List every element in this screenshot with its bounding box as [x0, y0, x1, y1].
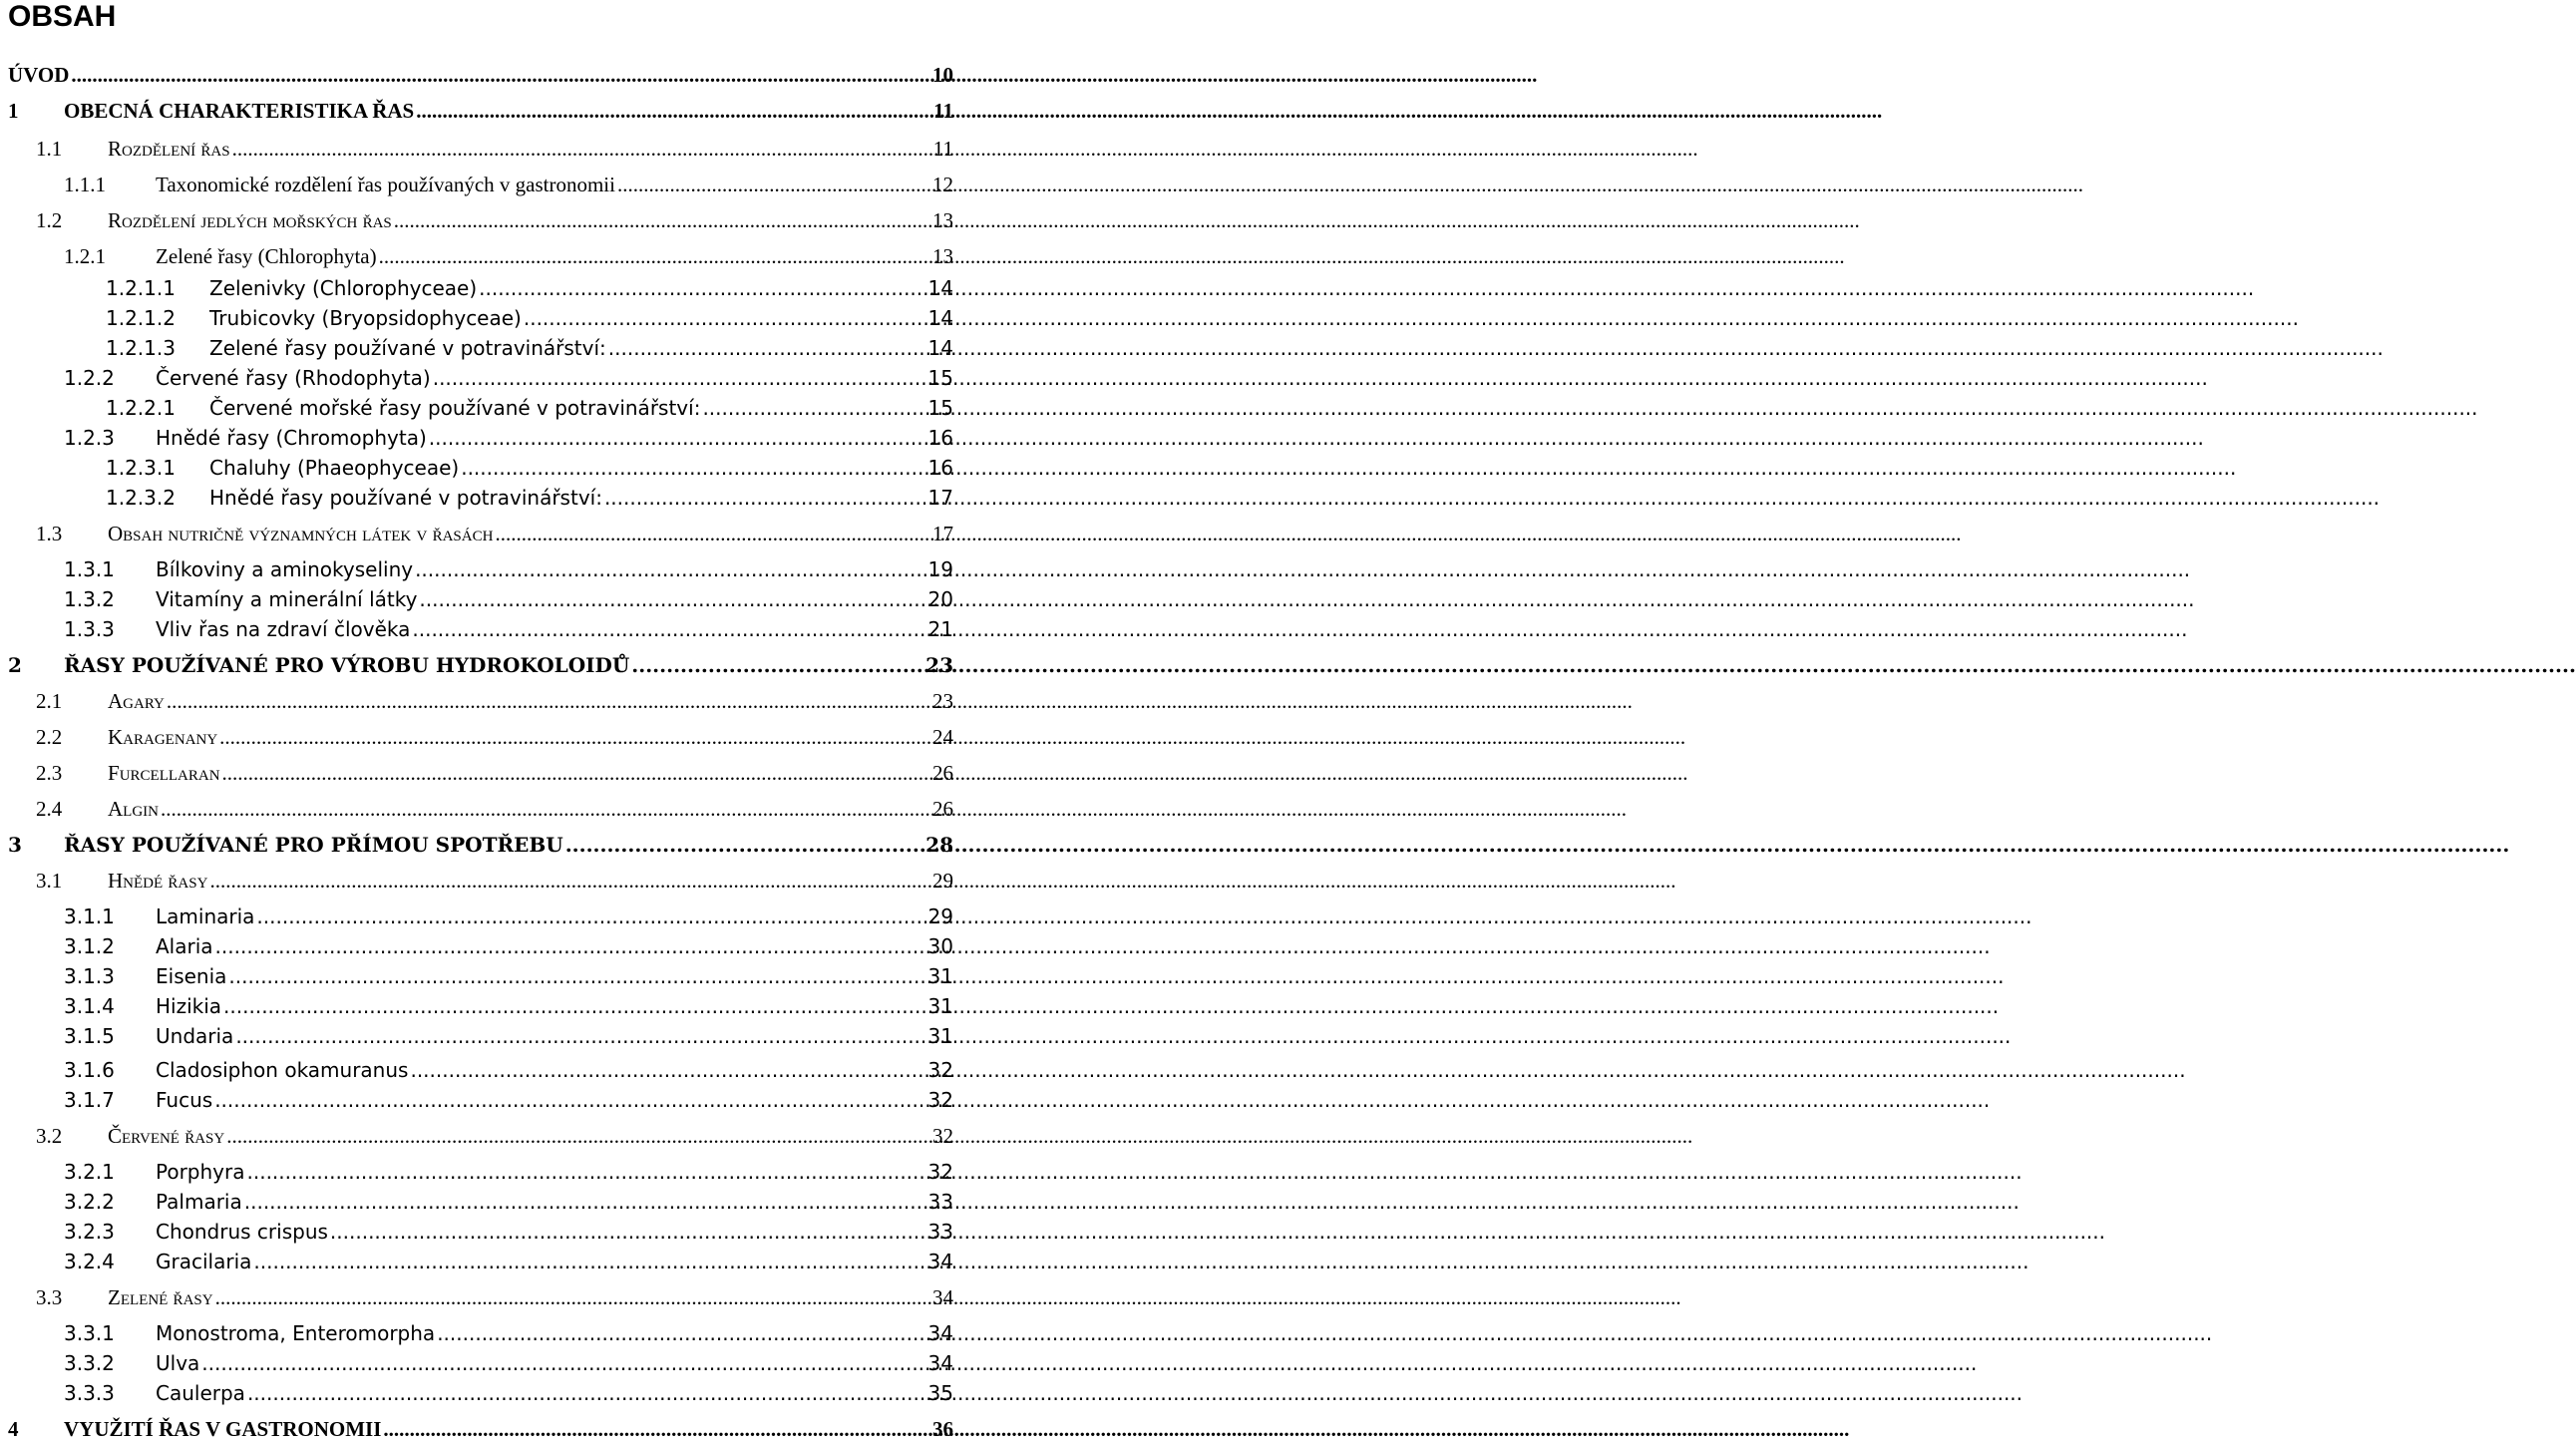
toc-entry-number: 1.3.1: [64, 557, 115, 581]
toc-entry-title: OBECNÁ CHARAKTERISTIKA ŘAS: [64, 99, 415, 123]
toc-entry-page: 31: [927, 1024, 953, 1048]
toc-entry-number: ÚVOD: [8, 63, 70, 87]
toc-entry[interactable]: [0, 1282, 953, 1312]
toc-entry[interactable]: [0, 363, 953, 393]
toc-entry-page: 17: [932, 522, 953, 545]
toc-entry-page: 35: [927, 1381, 953, 1405]
toc-entry-page: 14: [927, 276, 953, 300]
toc-entry-number: 3.2.3: [64, 1220, 115, 1244]
toc-entry-title: Hnědé řasy (Chromophyta): [156, 426, 427, 450]
toc-entry[interactable]: [0, 1121, 953, 1151]
dot-leader: [419, 584, 925, 614]
toc-entry-number: 3.1: [36, 869, 63, 893]
toc-entry-page: 29: [932, 869, 953, 893]
toc-entry-number: 1.1.1: [64, 173, 106, 196]
toc-entry-page: 28: [925, 833, 953, 857]
toc-entry-number: 3.1.5: [64, 1024, 115, 1048]
toc-entry[interactable]: [0, 1021, 953, 1051]
toc-entry-page: 32: [932, 1124, 953, 1148]
toc-entry[interactable]: [0, 1378, 953, 1408]
toc-entry-title: Laminaria: [156, 904, 255, 928]
toc-entry[interactable]: [0, 423, 953, 453]
toc-entry-title: karagenany: [108, 725, 218, 749]
dot-leader: [228, 961, 925, 991]
toc-entry-page: 13: [932, 244, 953, 268]
toc-entry-title: VYUŽITÍ ŘAS V GASTRONOMII: [64, 1417, 382, 1441]
toc-entry[interactable]: [0, 1414, 953, 1444]
toc-entry-number: 2: [8, 653, 22, 677]
toc-entry-page: 16: [927, 426, 953, 450]
toc-entry-page: 34: [927, 1351, 953, 1375]
toc-entry-title: Zelenivky (Chlorophyceae): [209, 276, 478, 300]
toc-entry-title: Gracilaria: [156, 1250, 252, 1273]
toc-entry-number: 3.1.4: [64, 994, 115, 1018]
dot-leader: [617, 170, 930, 199]
toc-entry-title: Hizikia: [156, 994, 222, 1018]
toc-entry[interactable]: [0, 1348, 953, 1378]
toc-entry-title: Trubicovky (Bryopsidophyceae): [209, 306, 522, 330]
toc-entry-number: 3.2.2: [64, 1190, 115, 1214]
toc-entry[interactable]: [0, 1085, 953, 1115]
toc-entry-number: 2.1: [36, 689, 63, 713]
dot-leader: [215, 931, 926, 961]
toc-entry-page: 13: [932, 208, 953, 232]
dot-leader: [379, 241, 930, 271]
toc-entry-number: 1.2.1.2: [106, 306, 176, 330]
toc-entry-page: 34: [927, 1321, 953, 1345]
toc-entry-number: 1.2.2: [64, 366, 115, 390]
toc-entry[interactable]: [0, 758, 953, 788]
toc-entry[interactable]: [0, 961, 953, 991]
toc-entry-number: 3.2.1: [64, 1160, 115, 1184]
toc-entry[interactable]: [0, 902, 953, 931]
toc-entry-page: 11: [933, 99, 953, 123]
toc-entry[interactable]: [0, 519, 953, 548]
toc-entry-number: 3.3.1: [64, 1321, 115, 1345]
toc-entry-number: 1.2.3: [64, 426, 115, 450]
toc-entry-title: rozdělení jedlých mořských řas: [108, 208, 392, 232]
dot-leader: [565, 830, 923, 860]
toc-entry-page: 33: [927, 1190, 953, 1214]
toc-entry[interactable]: [0, 1247, 953, 1276]
dot-leader: [410, 1055, 925, 1085]
toc-entry-title: Undaria: [156, 1024, 234, 1048]
toc-entry[interactable]: [0, 241, 953, 271]
dot-leader: [383, 1414, 930, 1444]
dot-leader: [209, 866, 930, 896]
toc-entry-page: 34: [932, 1285, 953, 1309]
dot-leader: [214, 1085, 925, 1115]
toc-entry[interactable]: [0, 170, 953, 199]
toc-entry-number: 3.1.3: [64, 964, 115, 988]
toc-entry[interactable]: [0, 1318, 953, 1348]
dot-leader: [226, 1121, 930, 1151]
dot-leader: [631, 650, 923, 680]
toc-entry-number: 3.3.2: [64, 1351, 115, 1375]
toc-entry[interactable]: [0, 866, 953, 896]
toc-entry-title: agary: [108, 689, 165, 713]
toc-entry-title: Chondrus crispus: [156, 1220, 328, 1244]
toc-entry-title: ŘASY POUŽÍVANÉ PRO VÝROBU HYDROKOLOIDŮ: [64, 653, 630, 677]
dot-leader: [247, 1157, 926, 1187]
toc-entry-number: 1.2: [36, 208, 63, 232]
toc-entry[interactable]: [0, 1187, 953, 1217]
toc-entry-number: 1.2.2.1: [106, 396, 176, 420]
toc-entry-title: zelené řasy: [108, 1285, 213, 1309]
toc-entry-number: 2.4: [36, 797, 63, 821]
toc-entry-title: Zelené řasy (Chlorophyta): [156, 244, 377, 268]
toc-entry-title: rozdělení řas: [108, 137, 230, 161]
toc-entry-title: Palmaria: [156, 1190, 242, 1214]
toc-entry-number: 1.2.3.1: [106, 456, 176, 480]
toc-entry-page: 16: [927, 456, 953, 480]
toc-entry-number: 1.3: [36, 522, 63, 545]
toc-entry-title: obsah nutričně významných látek v řasách: [108, 522, 494, 545]
dot-leader: [415, 554, 925, 584]
toc-entry[interactable]: [0, 722, 953, 752]
toc-entry[interactable]: [0, 60, 953, 90]
dot-leader: [161, 794, 930, 824]
dot-leader: [479, 273, 925, 303]
toc-entry[interactable]: [0, 991, 953, 1021]
dot-leader: [215, 1282, 930, 1312]
toc-entry-number: 2.3: [36, 761, 63, 785]
toc-entry-number: 1.3.2: [64, 587, 115, 611]
dot-leader: [222, 758, 930, 788]
toc-entry-title: Zelené řasy používané v potravinářství:: [209, 336, 606, 360]
dot-leader: [330, 1217, 926, 1247]
toc-entry-title: Taxonomické rozdělení řas používaných v gastronomii: [156, 173, 615, 196]
table-of-contents: [0, 0, 957, 1444]
toc-entry-title: ŘASY POUŽÍVANÉ PRO PŘÍMOU SPOTŘEBU: [64, 833, 563, 857]
toc-entry[interactable]: [0, 333, 953, 363]
toc-entry-title: algin: [108, 797, 159, 821]
toc-entry-page: 32: [927, 1058, 953, 1082]
dot-leader: [412, 614, 925, 644]
toc-entry-page: 33: [927, 1220, 953, 1244]
toc-entry[interactable]: [0, 205, 953, 235]
toc-entry-title: Vliv řas na zdraví člověka: [156, 617, 411, 641]
toc-entry-page: 24: [932, 725, 953, 749]
toc-entry-number: 3.3.3: [64, 1381, 115, 1405]
toc-entry-title: Ulva: [156, 1351, 200, 1375]
toc-entry-title: Porphyra: [156, 1160, 245, 1184]
dot-leader: [71, 60, 930, 90]
toc-entry-number: 3.1.1: [64, 904, 115, 928]
toc-entry-page: 32: [927, 1160, 953, 1184]
toc-entry[interactable]: [0, 96, 953, 126]
toc-entry[interactable]: [0, 453, 953, 483]
toc-entry-title: Fucus: [156, 1088, 213, 1112]
toc-entry-page: 29: [927, 904, 953, 928]
toc-entry-number: 3.2: [36, 1124, 63, 1148]
toc-entry[interactable]: [0, 584, 953, 614]
toc-entry-page: 30: [927, 934, 953, 958]
toc-entry-page: 12: [932, 173, 953, 196]
dot-leader: [437, 1318, 925, 1348]
toc-entry-number: 1.2.1: [64, 244, 106, 268]
dot-leader: [232, 134, 931, 164]
dot-leader: [247, 1378, 926, 1408]
toc-entry-page: 15: [927, 366, 953, 390]
toc-entry-title: Červené mořské řasy používané v potravinářství:: [209, 396, 701, 420]
toc-entry-page: 31: [927, 994, 953, 1018]
dot-leader: [702, 393, 925, 423]
dot-leader: [461, 453, 925, 483]
toc-entry-title: Hnědé řasy používané v potravinářství:: [209, 486, 602, 510]
toc-entry-page: 32: [927, 1088, 953, 1112]
toc-entry-number: 1.2.1.3: [106, 336, 176, 360]
toc-entry-page: 14: [927, 336, 953, 360]
dot-leader: [416, 96, 931, 126]
toc-entry-title: Eisenia: [156, 964, 227, 988]
toc-entry[interactable]: [0, 686, 953, 716]
toc-entry-page: 21: [927, 617, 953, 641]
dot-leader: [604, 483, 926, 513]
dot-leader: [524, 303, 926, 333]
dot-leader: [253, 1247, 925, 1276]
toc-entry-title: Caulerpa: [156, 1381, 245, 1405]
toc-heading: OBSAH: [8, 0, 117, 33]
toc-entry-page: 10: [932, 63, 953, 87]
toc-entry[interactable]: [0, 830, 953, 860]
dot-leader: [394, 205, 930, 235]
toc-entry-page: 31: [927, 964, 953, 988]
toc-entry-page: 14: [927, 306, 953, 330]
toc-entry-title: Alaria: [156, 934, 213, 958]
toc-entry-page: 20: [927, 587, 953, 611]
toc-entry-number: 2.2: [36, 725, 63, 749]
toc-entry-number: 1.2.3.2: [106, 486, 176, 510]
toc-entry[interactable]: [0, 273, 953, 303]
toc-entry[interactable]: [0, 931, 953, 961]
toc-entry-number: 1: [8, 99, 19, 123]
toc-entry-page: 23: [932, 689, 953, 713]
toc-entry-number: 3.1.6: [64, 1058, 115, 1082]
toc-entry-number: 3.3: [36, 1285, 63, 1309]
dot-leader: [219, 722, 930, 752]
toc-entry[interactable]: [0, 554, 953, 584]
toc-entry-page: 36: [932, 1417, 953, 1441]
dot-leader: [201, 1348, 925, 1378]
dot-leader: [244, 1187, 926, 1217]
toc-entry-number: 1.1: [36, 137, 63, 161]
toc-entry[interactable]: [0, 1157, 953, 1187]
toc-entry-title: Chaluhy (Phaeophyceae): [209, 456, 460, 480]
toc-entry-page: 23: [925, 653, 953, 677]
toc-entry-number: 4: [8, 1417, 19, 1441]
toc-entry-number: 1.2.1.1: [106, 276, 176, 300]
toc-entry-number: 3.1.7: [64, 1088, 115, 1112]
dot-leader: [256, 902, 925, 931]
toc-entry-title: hnědé řasy: [108, 869, 208, 893]
toc-entry-page: 19: [927, 557, 953, 581]
toc-entry-page: 17: [927, 486, 953, 510]
dot-leader: [608, 333, 926, 363]
toc-entry-title: červené řasy: [108, 1124, 225, 1148]
toc-entry[interactable]: [0, 650, 953, 680]
toc-entry-number: 3: [8, 833, 22, 857]
toc-entry-number: 3.1.2: [64, 934, 115, 958]
toc-entry-page: 11: [932, 137, 953, 161]
toc-entry-title: Červené řasy (Rhodophyta): [156, 366, 431, 390]
toc-entry[interactable]: [0, 794, 953, 824]
toc-entry-title: furcellaran: [108, 761, 220, 785]
toc-entry[interactable]: [0, 483, 953, 513]
toc-entry-number: 1.3.3: [64, 617, 115, 641]
toc-entry[interactable]: [0, 1055, 953, 1085]
dot-leader: [167, 686, 930, 716]
toc-entry[interactable]: [0, 393, 953, 423]
toc-entry[interactable]: [0, 134, 953, 164]
dot-leader: [235, 1021, 925, 1051]
toc-entry[interactable]: [0, 1217, 953, 1247]
dot-leader: [495, 519, 930, 548]
toc-entry-page: 26: [932, 761, 953, 785]
toc-entry[interactable]: [0, 303, 953, 333]
toc-entry-page: 34: [927, 1250, 953, 1273]
dot-leader: [429, 423, 926, 453]
dot-leader: [223, 991, 926, 1021]
toc-entry[interactable]: [0, 614, 953, 644]
toc-entry-title: Monostroma, Enteromorpha: [156, 1321, 436, 1345]
toc-entry-number: 3.2.4: [64, 1250, 115, 1273]
toc-entry-title: Vitamíny a minerální látky: [156, 587, 418, 611]
dot-leader: [433, 363, 926, 393]
toc-entry-page: 26: [932, 797, 953, 821]
toc-entry-title: Cladosiphon okamuranus: [156, 1058, 409, 1082]
toc-entry-title: Bílkoviny a aminokyseliny: [156, 557, 414, 581]
toc-entry-page: 15: [927, 396, 953, 420]
